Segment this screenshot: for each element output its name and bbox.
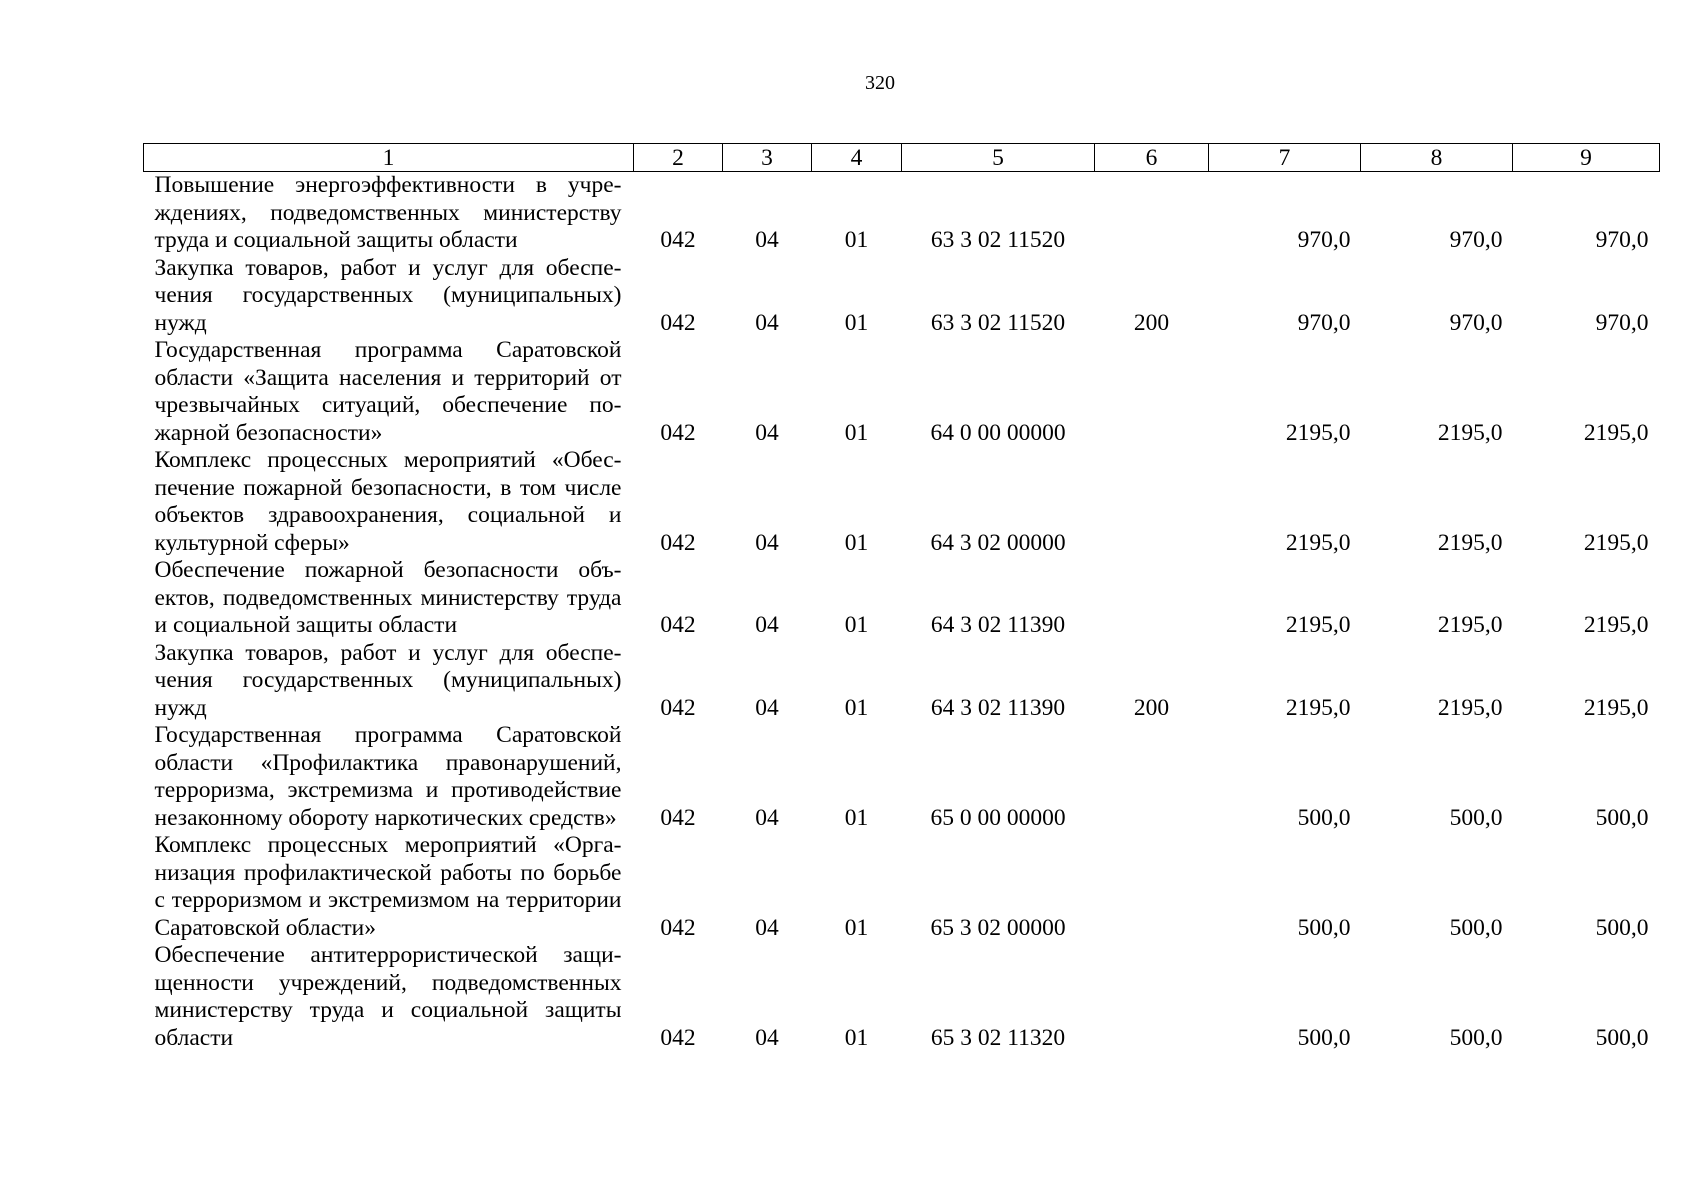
row-amount-7: 500,0 bbox=[1297, 804, 1351, 831]
row-subsection: 01 bbox=[844, 694, 869, 721]
row-amount-7: 970,0 bbox=[1297, 227, 1351, 253]
table-body bbox=[144, 172, 1660, 1053]
row-target-article: 65 0 00 00000 bbox=[930, 804, 1066, 831]
row-ministry-code: 042 bbox=[660, 1024, 696, 1051]
row-ministry-code: 042 bbox=[660, 419, 696, 446]
header-col-7: 7 bbox=[1209, 144, 1361, 172]
row-amount-8: 2195,0 bbox=[1437, 529, 1503, 556]
table-row bbox=[144, 942, 1660, 1052]
table-row bbox=[144, 722, 1660, 832]
row-description: Повышение энергоэффективности в учреждениях, подведомственных министерству труда и социальной защиты области bbox=[154, 172, 622, 253]
row-subsection: 01 bbox=[844, 612, 869, 638]
row-description: Закупка товаров, работ и услуг для обеспечения государственных (муниципальных) нужд bbox=[154, 254, 622, 336]
row-amount-9: 500,0 bbox=[1595, 914, 1649, 941]
header-col-4: 4 bbox=[812, 144, 902, 172]
table-row bbox=[144, 447, 1660, 557]
row-amount-7: 500,0 bbox=[1297, 914, 1351, 941]
row-subsection: 01 bbox=[844, 227, 869, 253]
row-description: Обеспечение пожарной безопасности объектов, подведомственных министерству труда и социальной защиты области bbox=[154, 557, 622, 638]
row-expense-type bbox=[1095, 722, 1209, 832]
table-row bbox=[144, 172, 1660, 255]
row-amount-7: 2195,0 bbox=[1285, 694, 1351, 721]
header-col-8: 8 bbox=[1361, 144, 1513, 172]
row-description: Комплекс процессных мероприятий «Обеспечение пожарной безопасности, в том числе объектов здравоохранения, социальной и культурной сферы» bbox=[154, 447, 622, 556]
row-subsection: 01 bbox=[844, 419, 869, 446]
row-description: Государственная программа Саратовской области «Защита населения и территорий от чрезвычайных ситуаций, обеспечение пожарной безопасности» bbox=[154, 337, 622, 446]
row-ministry-code: 042 bbox=[660, 529, 696, 556]
row-section: 04 bbox=[755, 529, 779, 556]
row-ministry-code: 042 bbox=[660, 694, 696, 721]
row-subsection: 01 bbox=[844, 914, 869, 941]
row-expense-type bbox=[1095, 832, 1209, 942]
row-ministry-code: 042 bbox=[660, 227, 696, 253]
row-ministry-code: 042 bbox=[660, 309, 696, 336]
header-col-2: 2 bbox=[634, 144, 723, 172]
table-row bbox=[144, 557, 1660, 640]
row-amount-9: 2195,0 bbox=[1583, 694, 1649, 721]
row-subsection: 01 bbox=[844, 529, 869, 556]
row-expense-type: 200 bbox=[1133, 694, 1170, 721]
header-col-9: 9 bbox=[1513, 144, 1660, 172]
row-section: 04 bbox=[755, 612, 779, 638]
row-description: Комплекс процессных мероприятий «Организация профилактической работы по борьбе с терроризмом и экстремизмом на территории Саратовской области» bbox=[154, 832, 622, 941]
budget-table bbox=[143, 143, 1660, 1052]
row-section: 04 bbox=[755, 1024, 779, 1051]
row-section: 04 bbox=[755, 227, 779, 253]
row-description: Закупка товаров, работ и услуг для обеспечения государственных (муниципальных) нужд bbox=[154, 639, 622, 721]
row-amount-7: 500,0 bbox=[1297, 1024, 1351, 1051]
row-target-article: 64 3 02 11390 bbox=[930, 612, 1066, 638]
row-description: Обеспечение антитеррористической защищенности учреждений, подведомственных министерству труда и социальной защиты области bbox=[154, 942, 622, 1051]
table-row bbox=[144, 640, 1660, 723]
row-amount-8: 970,0 bbox=[1449, 309, 1503, 336]
row-target-article: 64 3 02 11390 bbox=[930, 694, 1066, 721]
budget-table-container bbox=[143, 143, 1659, 1052]
table-header bbox=[144, 144, 1660, 172]
row-section: 04 bbox=[755, 914, 779, 941]
row-expense-type bbox=[1095, 337, 1209, 447]
row-subsection: 01 bbox=[844, 804, 869, 831]
row-amount-8: 500,0 bbox=[1449, 1024, 1503, 1051]
row-amount-9: 500,0 bbox=[1595, 1024, 1649, 1051]
header-col-5: 5 bbox=[902, 144, 1095, 172]
header-row bbox=[144, 144, 1660, 172]
row-amount-8: 2195,0 bbox=[1437, 694, 1503, 721]
page-number: 320 bbox=[865, 72, 895, 94]
row-amount-7: 970,0 bbox=[1297, 309, 1351, 336]
header-col-3: 3 bbox=[723, 144, 812, 172]
row-target-article: 63 3 02 11520 bbox=[930, 309, 1066, 336]
row-target-article: 64 0 00 00000 bbox=[930, 419, 1066, 446]
row-amount-9: 2195,0 bbox=[1583, 529, 1649, 556]
row-target-article: 65 3 02 00000 bbox=[930, 914, 1066, 941]
row-section: 04 bbox=[755, 419, 779, 446]
row-expense-type: 200 bbox=[1133, 309, 1170, 336]
row-description: Государственная программа Саратовской области «Профилактика правонарушений, терроризма, экстремизма и противодействие незаконному обороту наркотических средств» bbox=[154, 722, 622, 831]
row-target-article: 65 3 02 11320 bbox=[930, 1024, 1066, 1051]
row-amount-7: 2195,0 bbox=[1285, 419, 1351, 446]
row-subsection: 01 bbox=[844, 1024, 869, 1051]
row-expense-type bbox=[1095, 557, 1209, 640]
row-section: 04 bbox=[755, 694, 779, 721]
row-expense-type bbox=[1095, 942, 1209, 1052]
row-target-article: 63 3 02 11520 bbox=[930, 227, 1066, 253]
row-expense-type bbox=[1095, 172, 1209, 255]
row-amount-8: 500,0 bbox=[1449, 914, 1503, 941]
row-ministry-code: 042 bbox=[660, 612, 696, 638]
row-amount-7: 2195,0 bbox=[1285, 612, 1351, 638]
row-amount-9: 970,0 bbox=[1595, 309, 1649, 336]
header-col-1: 1 bbox=[144, 144, 634, 172]
row-ministry-code: 042 bbox=[660, 914, 696, 941]
row-section: 04 bbox=[755, 309, 779, 336]
row-amount-8: 500,0 bbox=[1449, 804, 1503, 831]
header-col-6: 6 bbox=[1095, 144, 1209, 172]
row-amount-9: 970,0 bbox=[1595, 227, 1649, 253]
row-amount-9: 500,0 bbox=[1595, 804, 1649, 831]
row-target-article: 64 3 02 00000 bbox=[930, 529, 1066, 556]
row-amount-8: 970,0 bbox=[1449, 227, 1503, 253]
row-subsection: 01 bbox=[844, 309, 869, 336]
table-row bbox=[144, 337, 1660, 447]
row-expense-type bbox=[1095, 447, 1209, 557]
row-section: 04 bbox=[755, 804, 779, 831]
table-row bbox=[144, 255, 1660, 338]
table-row bbox=[144, 832, 1660, 942]
row-amount-8: 2195,0 bbox=[1437, 419, 1503, 446]
row-ministry-code: 042 bbox=[660, 804, 696, 831]
row-amount-9: 2195,0 bbox=[1583, 612, 1649, 638]
row-amount-9: 2195,0 bbox=[1583, 419, 1649, 446]
row-amount-8: 2195,0 bbox=[1437, 612, 1503, 638]
row-amount-7: 2195,0 bbox=[1285, 529, 1351, 556]
